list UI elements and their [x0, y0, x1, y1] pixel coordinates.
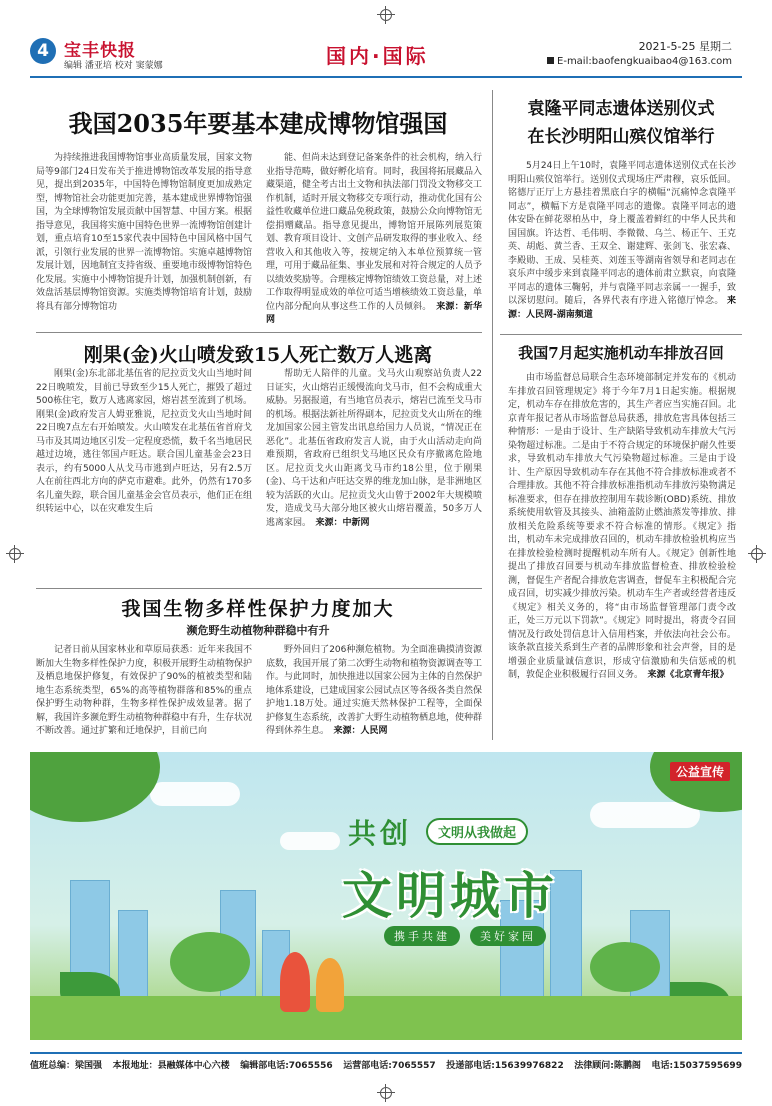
article2-title: 刚果(金)火山喷发致15人死亡数万人逃离 [83, 344, 433, 366]
article1-col1: 为持续推进我国博物馆事业高质量发展，国家文物局等9部门24日发布关于推进博物馆改革发展的指导意见，提出到2035年，中国特色博物馆制度更加成熟定型，博物馆社会功能更加完善，基本建成世界博物馆强国，为全球博物馆发展贡献中国智慧、中国方案。根据指导意见，我国将实施中国特色世界一流博物馆创建计划，重点培育10至15家代表中国特色中国风格中国气派，引领行业发展的世界一流博物馆。实施卓越博物馆发展计划，因地制宜支持省级、重要地市级博物馆特色化发展。实施中小博物馆提升计划，加强机制创新，有效盘活基层博物馆资源。实施类博物馆培育计划，鼓励将具有部分博物馆功 [36, 153, 252, 312]
column-divider [492, 90, 493, 740]
grass-ground [30, 996, 742, 1040]
page-number: 4 [30, 38, 56, 64]
cloud-shape [150, 782, 240, 806]
email-text: E-mail:baofengkuaibao4@163.com [557, 56, 732, 67]
slogan-pill-2: 美好家园 [470, 926, 546, 946]
header-rule [30, 76, 742, 78]
paper-logo: 宝丰快报 [64, 41, 136, 61]
registration-mark-right [748, 545, 766, 563]
footer-item: 投递部电话:15639976822 [446, 1061, 564, 1071]
article3-source: 来源：人民网 [333, 726, 388, 736]
email-line [547, 56, 732, 67]
registration-mark-top [377, 6, 395, 24]
cloud-shape [280, 832, 340, 850]
article1-title: 我国2035年要基本建成博物馆强国 [68, 109, 448, 138]
article3-col2: 野外回归了206种濒危植物。为全面准确摸清资源底数，我国开展了第二次野生动物和植物资源调查等工作。与此同时，加快推进以国家公园为主体的自然保护地体系建设，已建成国家公园试点区等各级各类自然保护地1.18万处。通过实施天然林保护工程等，全面保护修复生态系统，改善扩大野生动植物栖息地，使种群得到休养生息。 来源：人民网 [266, 645, 482, 736]
footer-item: 运营部电话:7065557 [343, 1061, 436, 1071]
child-figure-boy [280, 952, 310, 1012]
article3-body [36, 644, 482, 742]
editor-line: 编辑 潘亚培 校对 窦蒙娜 [64, 61, 163, 71]
public-service-tag: 公益宣传 [670, 762, 730, 781]
article4-source: 来源：人民网-湖南频道 [508, 296, 736, 320]
footer-item: 编辑部电话:7065556 [240, 1061, 333, 1071]
divider-1 [36, 332, 482, 333]
banner-slogans [384, 926, 546, 946]
footer-item: 值班总编：梁国强 [30, 1061, 103, 1071]
footer-item: 法律顾问:陈鹏阁 [574, 1061, 641, 1071]
footer-item: 电话:15037595699 [651, 1061, 742, 1071]
divider-3 [500, 334, 742, 335]
banner-title-big: 文明城市 [342, 867, 558, 925]
article2-col1: 刚果(金)东北部北基伍省的尼拉贡戈火山当地时间22日晚喷发，目前已导致至少15人死亡，摧毁了超过500栋住宅，数万人逃离家园，熔岩甚至流到了机场。刚果(金)政府发言人姆亚雅说，尼拉贡戈火山当地时间22日晚7点左右开始喷发。火山喷发在北基伍省首府戈马市及其周边地区引发一定程度恐慌，数千名当地居民越过边境，逃往邻国卢旺达。联合国儿童基金会23日表示，约有5000人从戈马市逃到卢旺达，另有2.5万人在前往西北方向的萨克市避难。此外，仍然有170多名儿童失踪，联合国儿童基金会官员表示，他们正在组织转运中心，以在灾难发生后 [36, 369, 252, 514]
section-title: 国内·国际 [326, 44, 429, 68]
civilization-banner [30, 752, 742, 1040]
footer-rule [30, 1052, 742, 1054]
article2-source: 来源：中新网 [315, 517, 370, 528]
article4-title-line2: 在长沙明阳山殡仪馆举行 [527, 127, 715, 147]
registration-mark-left [6, 545, 24, 563]
article1-body [36, 152, 482, 324]
banner-title-small: 共创 [348, 817, 413, 850]
tree-shape [590, 942, 660, 992]
footer-item: 本报地址：县融媒体中心六楼 [112, 1061, 230, 1071]
cloud-shape [590, 802, 700, 828]
page-footer [30, 1058, 742, 1071]
page-header [30, 38, 742, 72]
article2-body [36, 368, 482, 586]
building-shape [118, 910, 148, 1000]
tree-canopy [30, 752, 160, 822]
article3-title: 我国生物多样性保护力度加大 [121, 598, 395, 620]
article1-source: 来源：新华网 [266, 301, 482, 324]
registration-mark-bottom [377, 1084, 395, 1102]
article4-body: 5月24日上午10时，袁隆平同志遗体送别仪式在长沙明阳山殡仪馆举行。送别仪式现场庄严肃穆，哀乐低回。铭德厅正厅上方悬挂着黑底白字的横幅“沉痛悼念袁隆平同志”，横幅下方是袁隆平同志的遗像。袁隆平同志的遗体安卧在鲜花翠柏丛中，身上覆盖着鲜红的中华人民共和国国旗。许达哲、毛伟明、李微微、乌兰、杨正午、王克英、胡彪、黄兰香、王双全、谢建辉、张剑飞、张宏森、李殿勋、王成、吴桂英、刘莲玉等湖南省领导和老同志在哀乐声中缓步来到袁隆平同志的遗体前肃立默哀，向袁隆平同志的遗体三鞠躬，并与袁隆平同志亲属一一握手，致以深切慰问。随后，各界代表有序进入铭德厅悼念。 来源：人民网-湖南频道 [508, 161, 736, 320]
article3-subtitle: 濒危野生动植物种群稳中有升 [186, 624, 330, 637]
article1-col2: 能、但尚未达到登记备案条件的社会机构，纳入行业指导范畴，做好孵化培育。同时，我国将拓展藏品入藏渠道，健全考古出土文物和执法部门罚没文物移交工作机制，适时开展文物移交专项行动，推动优化国有公益性收藏单位进口藏品免税政策，鼓励公众向博物馆无偿捐赠藏品。指导意见提出，博物馆开展陈列展览策划、教育项目设计、文创产品研发取得的事业收入、经营收入和其他收入等，按规定纳入本单位预算统一管理，可用于藏品征集、事业发展和对符合规定的人员予以绩效奖励等。合理核定博物馆绩效工资总量，对上述工作取得明显成效的单位可适当增核绩效工资总量，单位内部分配向从事这些工作的人员倾斜。 来源：新华网 [266, 153, 482, 324]
article3-col1: 记者日前从国家林业和草原局获悉：近年来我国不断加大生物多样性保护力度，积极开展野生动植物保护及栖息地保护修复，有效保护了90%的植被类型和陆地生态系统类型，65%的高等植物群落和85%的重点保护野生动物种群，生物多样性保护成效显著。据了解，我国许多濒危野生动植物种群稳中有升，生存状况不断改善。通过扩繁和迁地保护，目前已向 [36, 645, 252, 736]
banner-pill: 文明从我做起 [426, 818, 528, 845]
article5-title: 我国7月起实施机动车排放召回 [518, 344, 724, 362]
article5-source: 来源《北京青年报》 [647, 670, 729, 680]
square-bullet-icon [547, 57, 554, 64]
article4-title-line1: 袁隆平同志遗体送别仪式 [527, 99, 715, 119]
article2-col2: 帮助无人陪伴的儿童。戈马火山观察站负责人22日证实，火山熔岩正缓慢流向戈马市，但不会构成重大威胁。另据报道，有当地官员表示，熔岩已流至戈马市的机场。根据法新社所得副本，尼拉贡戈火山所在的维龙加国家公园主管发出讯息给国力人员说，“情况正在恶化”。北基伍省政府发言人说，由于火山活动走向尚难预期，省政府已组织戈马地区民众有序撤离危险地区。尼拉贡戈火山距离戈马市约18公里，位于刚果(金)、乌干达和卢旺达交界的维龙加山脉，是非洲地区较为活跃的火山。尼拉贡戈火山曾于2002年大规模喷发，造成戈马大部分地区被火山熔岩覆盖，50多万人逃离家园。 来源：中新网 [266, 369, 482, 528]
divider-2 [36, 588, 482, 589]
slogan-pill-1: 携手共建 [384, 926, 460, 946]
tree-shape [170, 932, 250, 992]
article5-body: 由市场监督总局联合生态环境部制定并发布的《机动车排放召回管理规定》将于今年7月1日起实施。根据规定，机动车存在排放危害的，其生产者应当实施召回。北京青年报记者从市场监督总局获悉，排放危害具体包括三种情形：一是由于设计、生产缺陷导致机动车排放大气污染物超过标准。二是由于不符合规定的环境保护耐久性要求，导致机动车排放大气污染物超过标准。三是由于设计、生产原因导致机动车存在其他不符合排放标准或者不合理排放。其他不符合排放标准指机动车排放污染物满足标准要求，但存在排放控制用车载诊断(OBD)系统、排放系统使用软管及其接头、油箱盖防止燃油蒸发等排放、排放相关危险系统等要求不符合标准的情形。《规定》指出，机动车未完成排放召回的，机动车排放检验机构应当在排放检验检测时提醒机动车所有人。《规定》创新性地提出了排放召回要与机动车排放监督检查、排放检验检测，督促生产者配合排放危害调查，督促车主积极配合完成召回，切实减少排放污染。机动车生产者或经营者违反《规定》相关义务的，将“由市场监督管理部门责令改正，处三万元以下罚款”。《规定》同时提出，将责令召回情况及行政处罚信息计入信用档案，并依法向社会公布。该条款直接关系到生产者的品牌形象和社会声誉，目的是增强企业质量诚信意识，形成守信激励和失信惩戒的机制，敦促企业积极履行召回义务。 来源《北京青年报》 [508, 373, 736, 680]
issue-date: 2021-5-25 星期二 [638, 40, 732, 53]
child-figure-girl [316, 958, 344, 1012]
